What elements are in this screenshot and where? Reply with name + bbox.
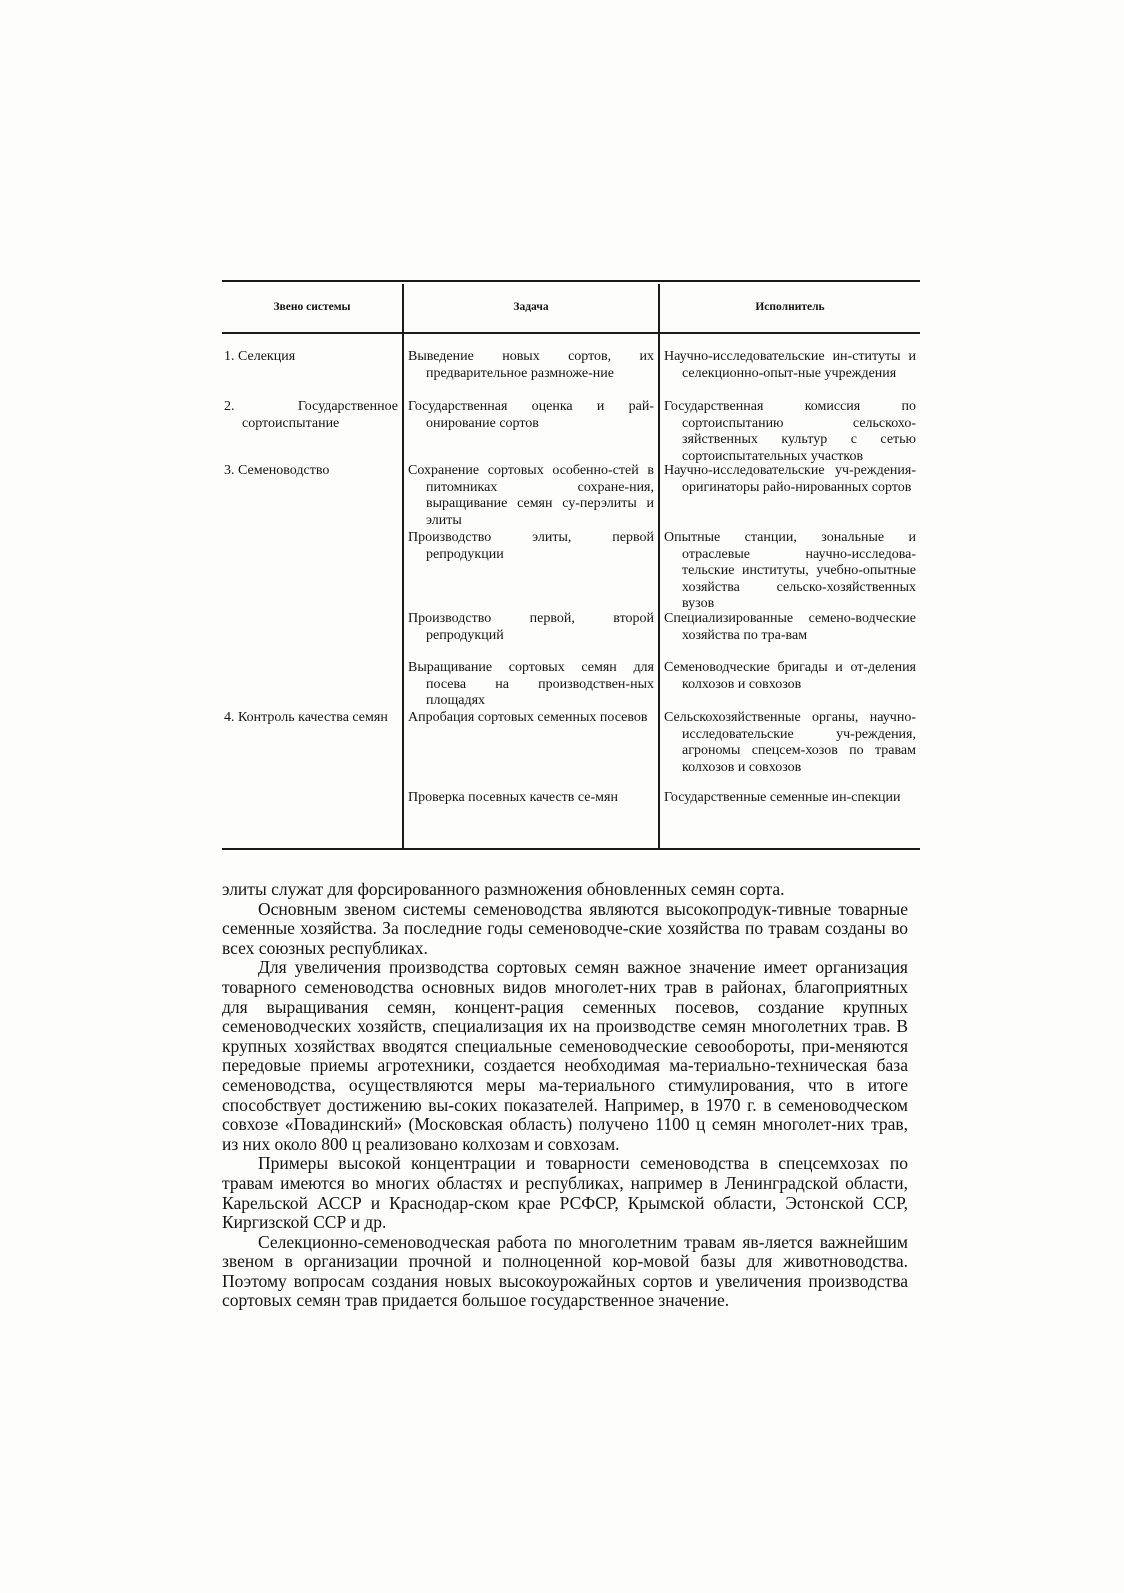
table-top-rule bbox=[222, 280, 920, 282]
table-cell-task bbox=[408, 349, 654, 382]
table-cell-text: Государственные семенные ин-спекции bbox=[664, 790, 901, 805]
body-text bbox=[222, 880, 908, 1311]
paragraph: элиты служат для форсированного размножения обновленных семян сорта. bbox=[222, 879, 785, 899]
table-cell-stage: 3. Семеноводство bbox=[224, 463, 330, 478]
table-bottom-rule bbox=[222, 848, 920, 850]
paragraph: Для увеличения производства сортовых семян важное значение имеет организация товарного семеноводства основных видов многолет-них трав в районах, благоприятных для выращивания семян, концент-рация семенных посевов, создание крупных семеноводческих хозяйств, специализация их на производстве семян многолетних трав. В крупных хозяйствах вводятся специальные семеноводческие севообороты, при-меняются передовые приемы агротехники, создается необходимая ма-териально-техническая база семеноводства, осуществляются меры ма-териального стимулирования, что в итоге способствует достижению вы-соких показателей. Например, в 1970 г. в семеноводческом совхозе «Повадинский» (Московская область) получено 1100 ц семян многолет-них трав, из них около 800 ц реализовано колхозам и совхозам. bbox=[222, 957, 908, 1154]
table-cell-text: Опытные станции, зональные и отраслевые научно-исследова-тельские институты, учебно-опытные хозяйства сельско-хозяйственных вузов bbox=[664, 530, 916, 611]
table-cell-text: Научно-исследовательские уч-реждения-оригинаторы райо-нированных сортов bbox=[664, 463, 916, 495]
table-cell-text: Выращивание сортовых семян для посева на производствен-ных площадях bbox=[408, 660, 654, 708]
table-cell-text: Семеноводческие бригады и от-деления колхозов и совхозов bbox=[664, 660, 916, 692]
table-header-executor: Исполнитель bbox=[755, 301, 825, 313]
table-cell-executor bbox=[664, 611, 916, 644]
paragraph: Основным звеном системы семеноводства являются высокопродук-тивные товарные семенные хозяйства. За последние годы семеноводче-ские хозяйства по травам созданы во всех союзных республиках. bbox=[222, 898, 908, 958]
table-cell-text: Специализированные семено-водческие хозяйства по тра-вам bbox=[664, 611, 916, 643]
table-cell-text: Сохранение сортовых особенно-стей в питомниках сохране-ния, выращивание семян су-перэлиты и элиты bbox=[408, 463, 654, 528]
table-header-task: Задача bbox=[513, 301, 549, 313]
table-cell-stage: 1. Селекция bbox=[224, 349, 296, 364]
table-cell-text: Производство элиты, первой репродукции bbox=[408, 530, 654, 562]
table-cell-executor bbox=[664, 710, 916, 776]
table-cell-task bbox=[408, 660, 654, 710]
table-cell-task bbox=[408, 710, 654, 727]
table-cell-stage: 4. Контроль качества семян bbox=[224, 710, 388, 725]
table-header-stage: Звено системы bbox=[273, 301, 351, 313]
table-cell-executor bbox=[664, 790, 916, 807]
table-cell-executor bbox=[664, 463, 916, 496]
table-cell-executor bbox=[664, 349, 916, 382]
table-cell-text: Государственная комиссия по сортоиспытанию сельскохо-зяйственных культур с сетью сортоиспытательных участков bbox=[664, 399, 916, 464]
table-cell-task bbox=[408, 399, 654, 432]
table-cell-text: Сельскохозяйственные органы, научно-исследовательские уч-реждения, агрономы спецсем-хозов по травам колхозов и совхозов bbox=[664, 710, 916, 775]
table-column-divider bbox=[658, 284, 660, 848]
table-header-rule bbox=[222, 332, 920, 334]
table-cell-task bbox=[408, 463, 654, 529]
table-cell-stage: 2. Государственное сортоиспытание bbox=[224, 399, 398, 431]
table-cell-text: Государственная оценка и рай-онирование сортов bbox=[408, 399, 654, 431]
table-cell-task bbox=[408, 530, 654, 563]
seed-system-table bbox=[222, 280, 920, 852]
table-cell-text: Проверка посевных качеств се-мян bbox=[408, 790, 618, 805]
table-cell-executor bbox=[664, 660, 916, 693]
table-cell-executor bbox=[664, 530, 916, 613]
table-cell-task bbox=[408, 611, 654, 644]
table-column-divider bbox=[402, 284, 404, 848]
table-cell-text: Производство первой, второй репродукций bbox=[408, 611, 654, 643]
table-cell-text: Апробация сортовых семенных посевов bbox=[408, 710, 648, 725]
table-cell-executor bbox=[664, 399, 916, 465]
table-cell-task bbox=[408, 790, 654, 807]
paragraph: Примеры высокой концентрации и товарности семеноводства в спецсемхозах по травам имеются во многих областях и республиках, например в Ленинградской области, Карельской АССР и Краснодар-ском крае РСФСР, Крымской области, Эстонской ССР, Киргизской ССР и др. bbox=[222, 1153, 908, 1233]
table-cell-text: Выведение новых сортов, их предварительное размноже-ние bbox=[408, 349, 654, 381]
table-cell-text: Научно-исследовательские ин-ституты и селекционно-опыт-ные учреждения bbox=[664, 349, 916, 381]
paragraph: Селекционно-семеноводческая работа по многолетним травам яв-ляется важнейшим звеном в организации прочной и полноценной кор-мовой базы для животноводства. Поэтому вопросам создания новых высокоурожайных сортов и увеличения производства сортовых семян трав придается большое государственное значение. bbox=[222, 1231, 908, 1311]
